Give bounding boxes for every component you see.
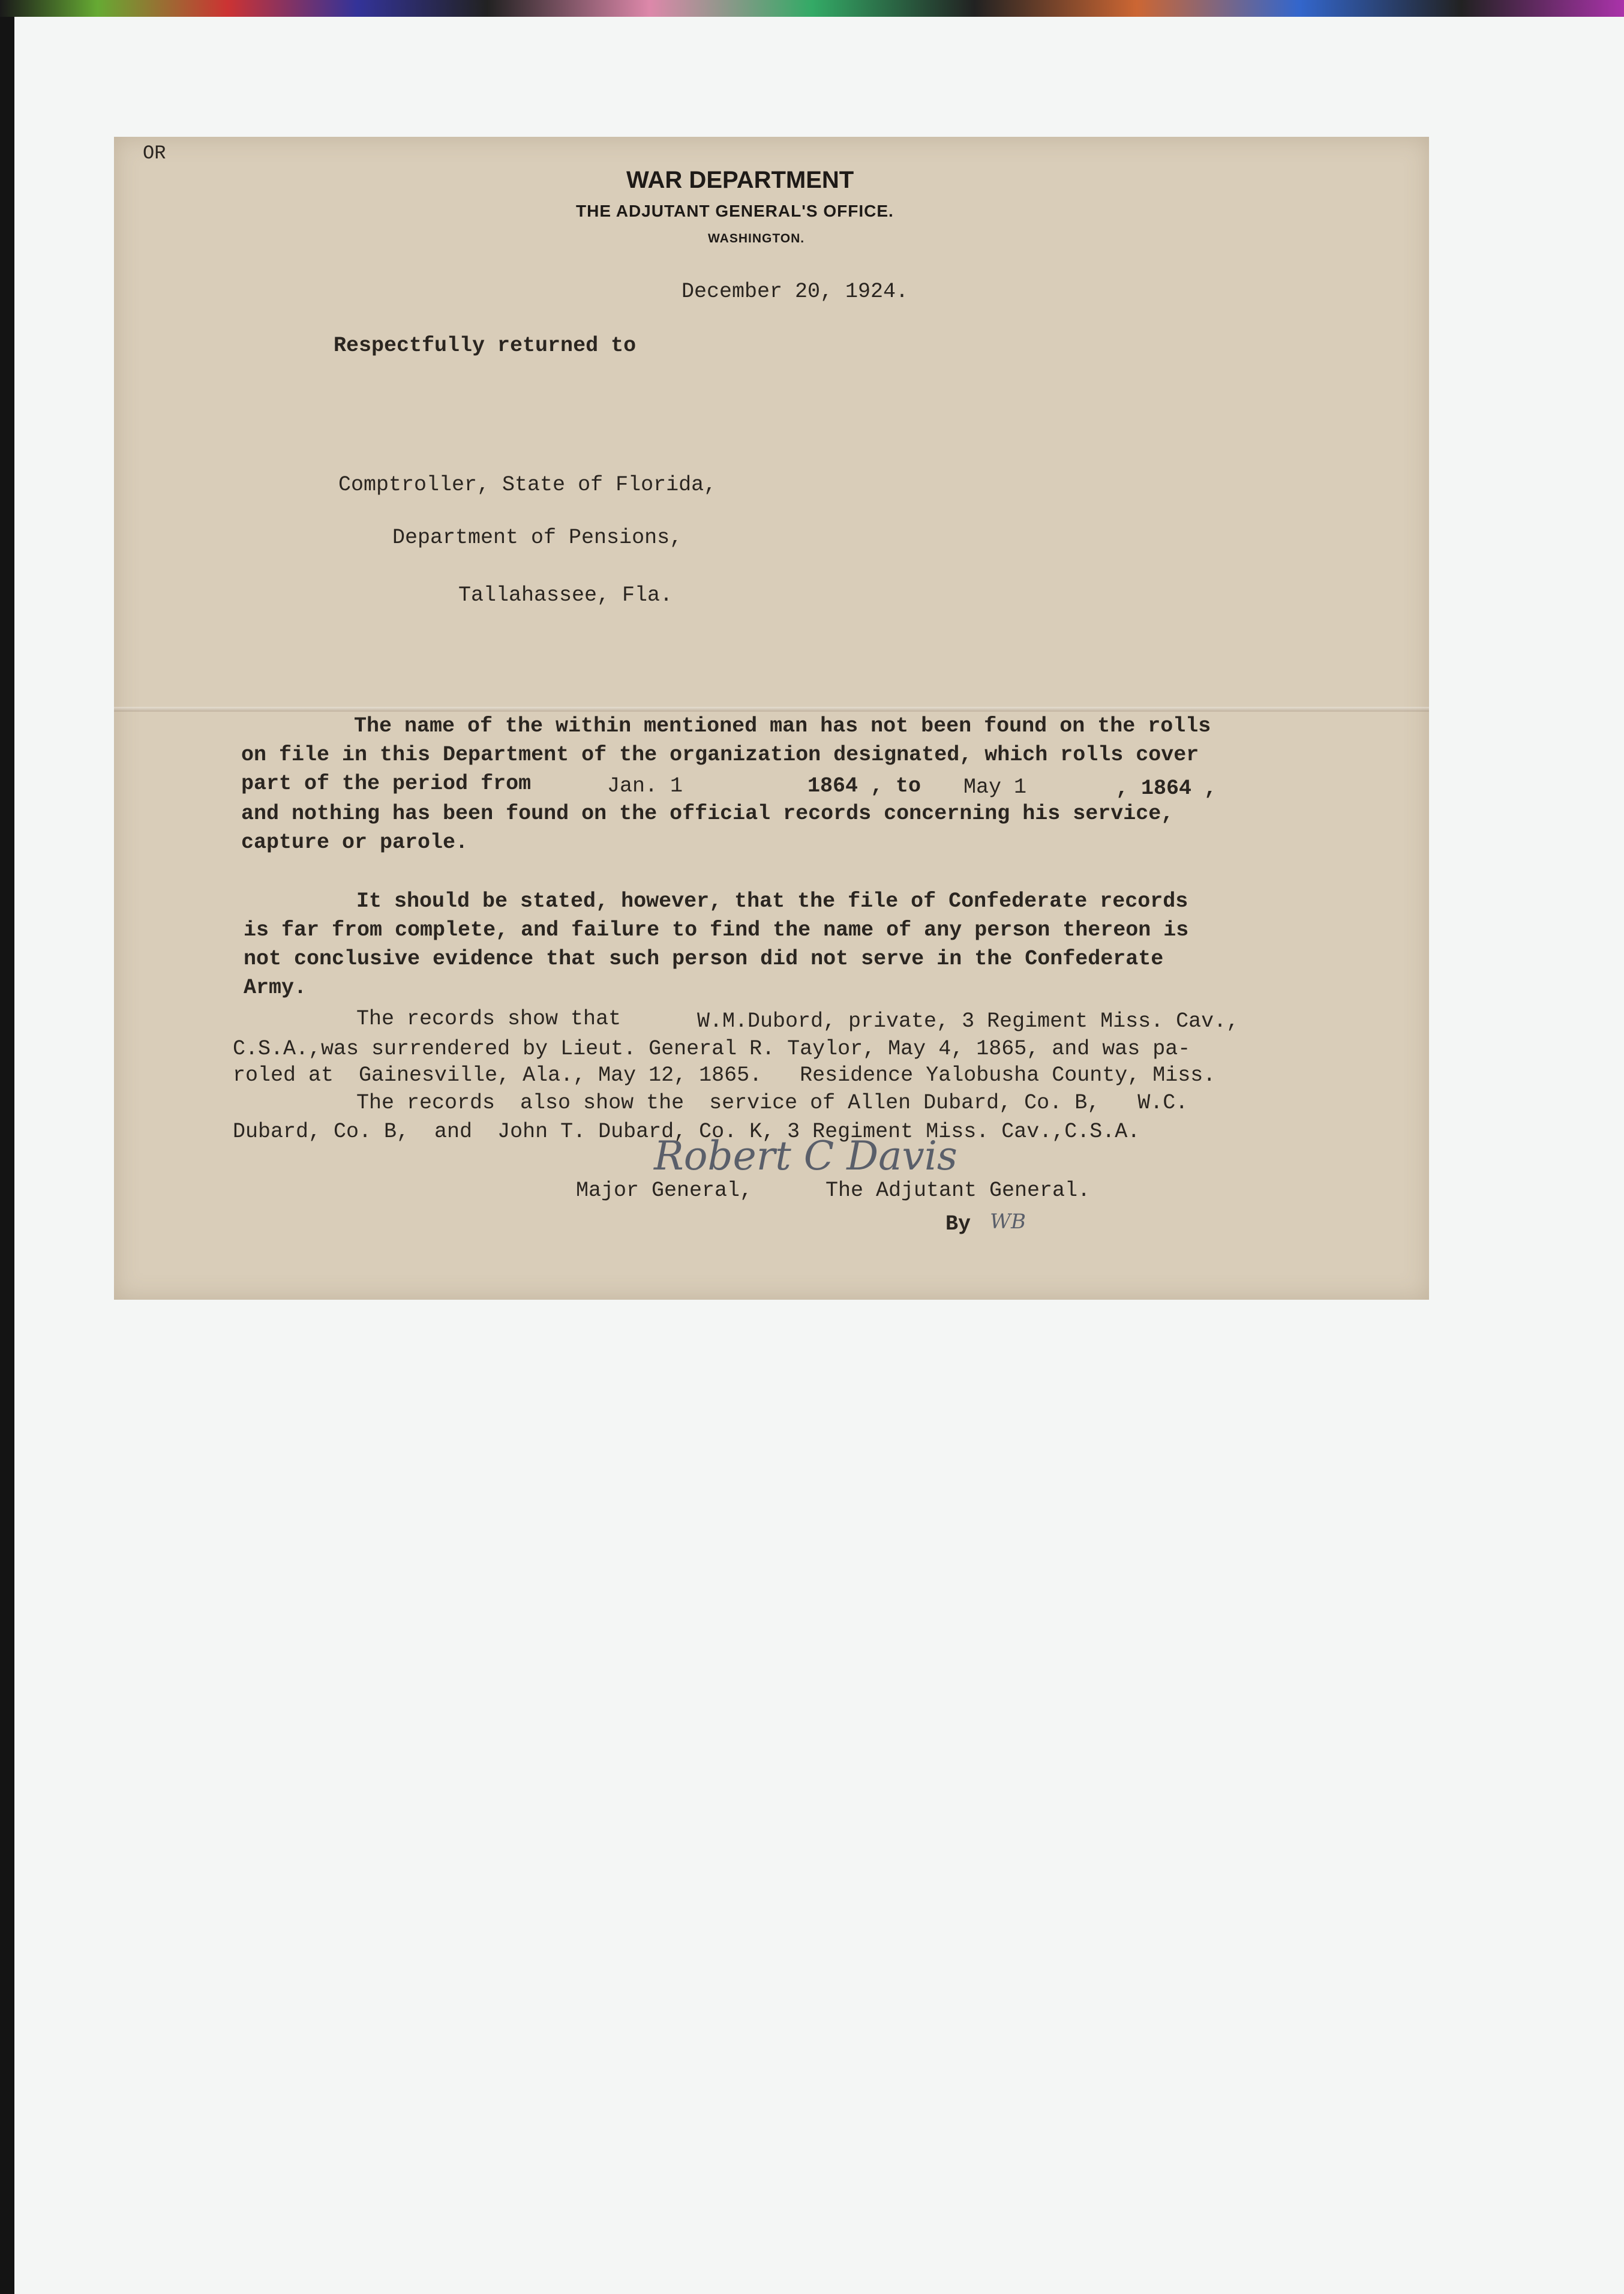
signature-rank: Major General, xyxy=(576,1179,753,1203)
signature-initials: WB xyxy=(990,1210,1026,1234)
paragraph2-line-2: is far from complete, and failure to find the name of any person thereon is xyxy=(244,918,1189,942)
paragraph2-line-4: Army. xyxy=(244,976,307,1000)
paragraph1-line-3a: part of the period from xyxy=(241,772,532,796)
paper-fold-crease xyxy=(114,707,1429,712)
period-start-year: 1864 , to xyxy=(808,774,921,798)
paragraph1-line-5: capture or parole. xyxy=(241,830,469,854)
address-line-3: Tallahassee, Fla. xyxy=(458,583,673,607)
scan-edge-top xyxy=(0,0,1624,17)
address-line-2: Department of Pensions, xyxy=(392,526,683,550)
scan-edge-left xyxy=(0,17,14,2294)
paragraph3-line-2: C.S.A.,was surrendered by Lieut. General R. Taylor, May 4, 1865, and was pa- xyxy=(233,1037,1191,1061)
letterhead-office: THE ADJUTANT GENERAL'S OFFICE. xyxy=(576,202,894,220)
paragraph1-line-1: The name of the within mentioned man has not been found on the rolls xyxy=(354,714,1211,738)
paragraph1-line-2: on file in this Department of the organization designated, which rolls cover xyxy=(241,743,1199,767)
letter-date: December 20, 1924. xyxy=(682,280,909,304)
salutation: Respectfully returned to xyxy=(334,334,637,358)
paragraph3-line-1b: W.M.Dubord, private, 3 Regiment Miss. Cav., xyxy=(697,1009,1239,1033)
paragraph3-line-1a: The records show that xyxy=(356,1007,622,1031)
letterhead-department: WAR DEPARTMENT xyxy=(626,167,854,193)
corner-mark: OR xyxy=(143,142,166,164)
signature-title: The Adjutant General. xyxy=(825,1179,1091,1203)
paragraph2-line-3: not conclusive evidence that such person did not serve in the Confederate xyxy=(244,947,1164,971)
paragraph3-line-5: Dubard, Co. B, and John T. Dubard, Co. K, 3 Regiment Miss. Cav.,C.S.A. xyxy=(233,1120,1140,1144)
paragraph1-line-4: and nothing has been found on the official records concerning his service, xyxy=(241,802,1174,826)
period-end: May 1 xyxy=(963,775,1027,799)
period-start: Jan. 1 xyxy=(607,774,683,798)
paragraph3-line-4: The records also show the service of Allen Dubard, Co. B, W.C. xyxy=(356,1091,1188,1115)
letter-sheet xyxy=(114,137,1429,1300)
letterhead-city: WASHINGTON. xyxy=(708,232,805,245)
paragraph3-line-3: roled at Gainesville, Ala., May 12, 1865. Residence Yalobusha County, Miss. xyxy=(233,1063,1216,1087)
paragraph2-line-1: It should be stated, however, that the file of Confederate records xyxy=(356,889,1188,913)
period-end-year: , 1864 , xyxy=(1116,776,1217,800)
handwritten-signature: Robert C Davis xyxy=(654,1133,957,1179)
signature-by-label: By xyxy=(945,1212,971,1236)
address-line-1: Comptroller, State of Florida, xyxy=(338,473,717,497)
